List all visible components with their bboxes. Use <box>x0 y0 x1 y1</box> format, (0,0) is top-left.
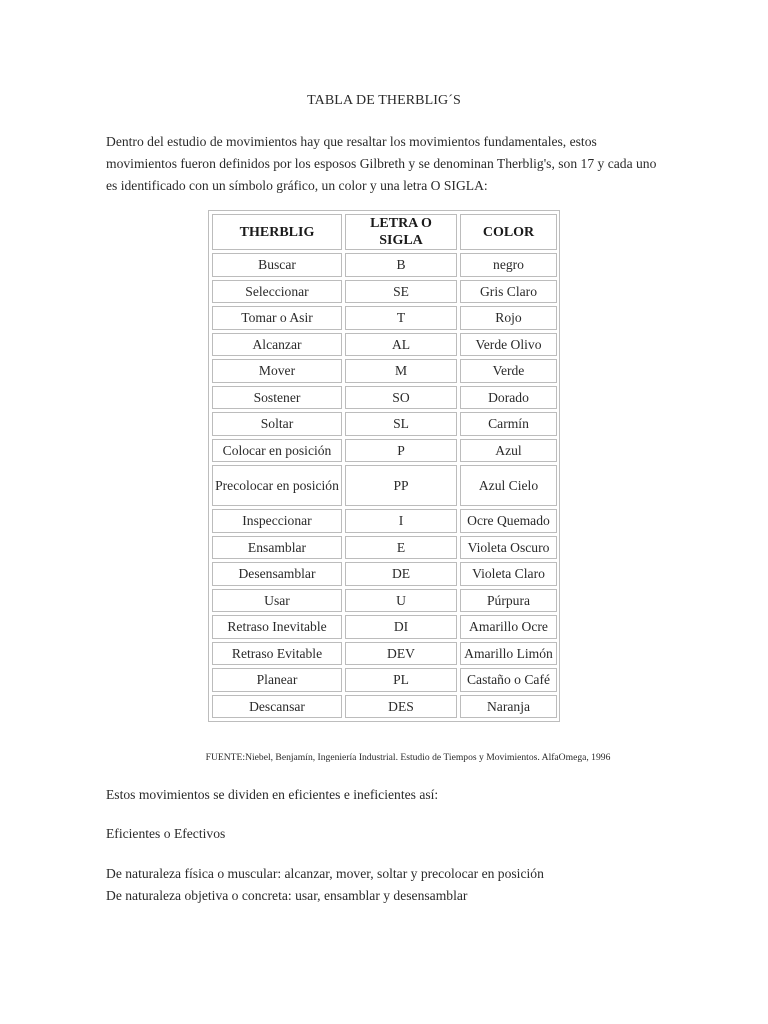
sigla-cell: T <box>345 306 457 330</box>
table-row <box>212 536 557 560</box>
therblig-table-frame <box>208 210 560 722</box>
header-color: COLOR <box>460 214 557 250</box>
table-row <box>212 280 557 304</box>
table-row <box>212 333 557 357</box>
therblig-cell: Descansar <box>212 695 342 719</box>
therblig-cell: Tomar o Asir <box>212 306 342 330</box>
objective-paragraph: De naturaleza objetiva o concreta: usar, ensamblar y desensamblar <box>106 888 468 903</box>
table-row <box>212 306 557 330</box>
color-cell: Amarillo Ocre <box>460 615 557 639</box>
efficient-heading: Eficientes o Efectivos <box>106 826 226 841</box>
table-row <box>212 509 557 533</box>
color-cell: Azul <box>460 439 557 463</box>
color-cell: Violeta Oscuro <box>460 536 557 560</box>
table-row <box>212 465 557 506</box>
therblig-cell: Alcanzar <box>212 333 342 357</box>
header-therblig: THERBLIG <box>212 214 342 250</box>
sigla-cell: SL <box>345 412 457 436</box>
color-cell: Dorado <box>460 386 557 410</box>
sigla-cell: U <box>345 589 457 613</box>
table-body <box>212 253 557 718</box>
color-cell: Ocre Quemado <box>460 509 557 533</box>
table-row <box>212 589 557 613</box>
color-cell: Gris Claro <box>460 280 557 304</box>
physical-paragraph: De naturaleza física o muscular: alcanzar, mover, soltar y precolocar en posición <box>106 866 544 881</box>
source-citation: FUENTE:Niebel, Benjamín, Ingeniería Industrial. Estudio de Tiempos y Movimientos. AlfaOmega, 1996 <box>205 752 611 763</box>
sigla-cell: SO <box>345 386 457 410</box>
table-row <box>212 439 557 463</box>
sigla-cell: B <box>345 253 457 277</box>
therblig-cell: Colocar en posición <box>212 439 342 463</box>
therblig-cell: Sostener <box>212 386 342 410</box>
header-sigla: LETRA O SIGLA <box>345 214 457 250</box>
color-cell: Azul Cielo <box>460 465 557 506</box>
color-cell: Carmín <box>460 412 557 436</box>
color-cell: negro <box>460 253 557 277</box>
therblig-cell: Retraso Evitable <box>212 642 342 666</box>
therblig-cell: Mover <box>212 359 342 383</box>
sigla-cell: DEV <box>345 642 457 666</box>
therblig-cell: Desensamblar <box>212 562 342 586</box>
therblig-cell: Planear <box>212 668 342 692</box>
table-row <box>212 386 557 410</box>
therblig-cell: Buscar <box>212 253 342 277</box>
therblig-cell: Usar <box>212 589 342 613</box>
sigla-cell: DI <box>345 615 457 639</box>
intro-paragraph: Dentro del estudio de movimientos hay que resaltar los movimientos fundamentales, estos movimientos fueron definidos por los esposos Gilbreth y se denominan Therblig's, son 17 y cada uno es identificado con un símbolo gráfico, un color y una letra O SIGLA: <box>106 134 657 193</box>
therblig-cell: Precolocar en posición <box>212 465 342 506</box>
sigla-cell: PL <box>345 668 457 692</box>
sigla-cell: SE <box>345 280 457 304</box>
sigla-cell: E <box>345 536 457 560</box>
therblig-cell: Seleccionar <box>212 280 342 304</box>
sigla-cell: P <box>345 439 457 463</box>
sigla-cell: PP <box>345 465 457 506</box>
color-cell: Púrpura <box>460 589 557 613</box>
sigla-cell: DES <box>345 695 457 719</box>
color-cell: Castaño o Café <box>460 668 557 692</box>
table-header-row <box>212 214 557 250</box>
sigla-cell: AL <box>345 333 457 357</box>
color-cell: Rojo <box>460 306 557 330</box>
color-cell: Verde <box>460 359 557 383</box>
color-cell: Amarillo Limón <box>460 642 557 666</box>
document-title: TABLA DE THERBLIG´S <box>307 93 461 108</box>
table-row <box>212 668 557 692</box>
table-row <box>212 562 557 586</box>
therblig-cell: Inspeccionar <box>212 509 342 533</box>
table-row <box>212 642 557 666</box>
table-row <box>212 253 557 277</box>
table-row <box>212 615 557 639</box>
sigla-cell: I <box>345 509 457 533</box>
color-cell: Verde Olivo <box>460 333 557 357</box>
color-cell: Violeta Claro <box>460 562 557 586</box>
table-row <box>212 695 557 719</box>
therblig-table <box>209 211 560 721</box>
therblig-cell: Retraso Inevitable <box>212 615 342 639</box>
division-paragraph: Estos movimientos se dividen en eficientes e ineficientes así: <box>106 787 439 802</box>
sigla-cell: DE <box>345 562 457 586</box>
color-cell: Naranja <box>460 695 557 719</box>
table-row <box>212 412 557 436</box>
therblig-cell: Ensamblar <box>212 536 342 560</box>
sigla-cell: M <box>345 359 457 383</box>
table-row <box>212 359 557 383</box>
therblig-cell: Soltar <box>212 412 342 436</box>
